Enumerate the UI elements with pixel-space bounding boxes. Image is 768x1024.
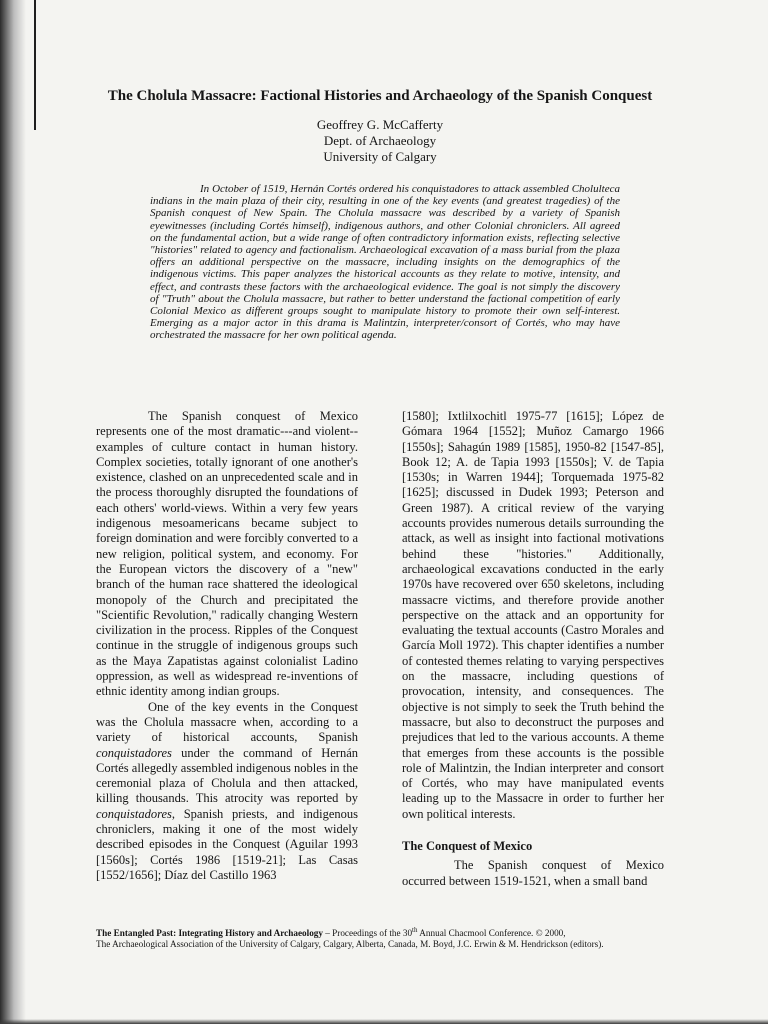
section-paragraph-1: The Spanish conquest of Mexico occurred between 1519-1521, when a small band xyxy=(402,858,664,888)
body-text: One of the key events in the Conquest was the Cholula massacre when, according to a variety of historical accounts, Spanish xyxy=(96,699,358,745)
author-block xyxy=(96,117,664,165)
body-columns xyxy=(96,409,664,889)
paper-title: The Cholula Massacre: Factional Histories and Archaeology of the Spanish Conquest xyxy=(107,88,653,104)
author-department: Dept. of Archaeology xyxy=(323,133,437,148)
footer-ordinal: th xyxy=(412,925,418,934)
abstract: In October of 1519, Hernán Cortés ordered his conquistadores to attack assembled Cholulteca indians in the main plaza of their city, resulting in one of the key events (and greatest tragedies) of the Spanish conquest of New Spain. The Cholula massacre was described by a variety of Spanish eyewitnesses (including Cortés himself), indigenous authors, and other Colonial chroniclers. All agreed on the fundamental action, but a wide range of often contradictory information exists, reflecting selective "histories" related to agency and factionalism. Archaeological excavation of a mass burial from the plaza offers an additional perspective on the massacre, including insights on the demographics of the indigenous victims. This paper analyzes the historical accounts as they relate to motive, intensity, and effect, and contrasts these factors with the archaeological evidence. The goal is not simply the discovery of "Truth" about the Cholula massacre, but rather to better understand the factional competition of early Colonial Mexico as different groups sought to manipulate history to promote their own self-interest. Emerging as a major actor in this drama is Malintzin, interpreter/consort of Cortés, who may have orchestrated the massacre for her own political agenda. xyxy=(150,183,620,342)
scan-crease-line xyxy=(34,0,36,130)
footer-series-title: The Entangled Past: Integrating History and Archaeology xyxy=(96,928,323,938)
footer-proceedings: – Proceedings of the 30 xyxy=(322,928,413,938)
footer-publisher: The Archaeological Association of the University of Calgary, Calgary, Alberta, Canada, M. Boyd, J.C. Erwin & M. Hendrickson (editors). xyxy=(96,939,604,949)
paper-page xyxy=(96,88,664,888)
italic-term: conquistadores xyxy=(96,745,172,760)
footer-proceedings-end: Annual Chacmool Conference. © 2000, xyxy=(417,928,566,938)
scan-shadow-left xyxy=(0,0,26,1024)
body-text: , Spanish priests, and indigenous chroniclers, making it one of the most widely described episodes in the Conquest (Aguilar 1993 [1560s]; Cortés 1986 [1519-21]; Las Casas [1552/1656]; Díaz del Castillo 1963 xyxy=(96,806,358,882)
author-institution: University of Calgary xyxy=(323,149,437,164)
left-column xyxy=(96,409,358,889)
body-text: under the command of Hernán Cortés allegedly assembled indigenous nobles in the ceremonial plaza of Cholula and then attacked, killing thousands. This atrocity was reported by xyxy=(96,745,358,806)
italic-term: conquistadores xyxy=(96,806,172,821)
section-heading: The Conquest of Mexico xyxy=(402,839,533,854)
author-name: Geoffrey G. McCafferty xyxy=(316,117,444,132)
body-paragraph-continued: [1580]; Ixtlilxochitl 1975-77 [1615]; López de Gómara 1964 [1552]; Muñoz Camargo 1966 [1550s]; Sahagún 1989 [1585], 1950-82 [1547-85], Book 12; A. de Tapia 1993 [1550s]; V. de Tapia [1530s; in Warren 1944]; Torquemada 1975-82 [1625]; discussed in Dudek 1993; Peterson and Green 1987). A critical review of the varying accounts provides numerous details surrounding the attack, as well as insight into factional motivations behind these "histories." Additionally, archaeological excavations conducted in the early 1970s have recovered over 650 skeletons, including massacre victims, and therefore provide another perspective on the attack and an opportunity for evaluating the textual accounts (Castro Morales and García Moll 1972). This chapter identifies a number of contested themes relating to varying perspectives on the massacre, including questions of provocation, intensity, and consequences. The objective is not simply to seek the Truth behind the massacre, but also to deconstruct the purposes and prejudices that led to the various accounts. A theme that emerges from these accounts is the possible role of Malintzin, the Indian interpreter and consort of Cortés, who may have manipulated events leading up to the Massacre in order to further her own political interests. xyxy=(402,409,664,821)
body-paragraph-1: The Spanish conquest of Mexico represents one of the most dramatic---and violent--examples of culture contact in human history. Complex societies, totally ignorant of one another's existence, clashed on an unprecedented scale and in the process thoroughly disrupted the foundations of each others' world-views. Within a very few years indigenous mesoamericans became subject to foreign domination and were forcibly converted to a new religion, political system, and economy. For the European victors the discovery of a "new" branch of the human race shattered the ideological monopoly of the Church and precipitated the "Scientific Revolution," radically changing Western civilization in the process. Ripples of the Conquest continue in the struggle of indigenous groups such as the Maya Zapatistas against colonialist Ladino oppression, as well as widespread re-inventions of ethnic identity among indian groups. xyxy=(96,409,358,699)
body-paragraph-2 xyxy=(96,700,358,884)
page-footer xyxy=(96,925,666,950)
scan-shadow-bottom xyxy=(0,1019,768,1024)
right-column xyxy=(402,409,664,889)
